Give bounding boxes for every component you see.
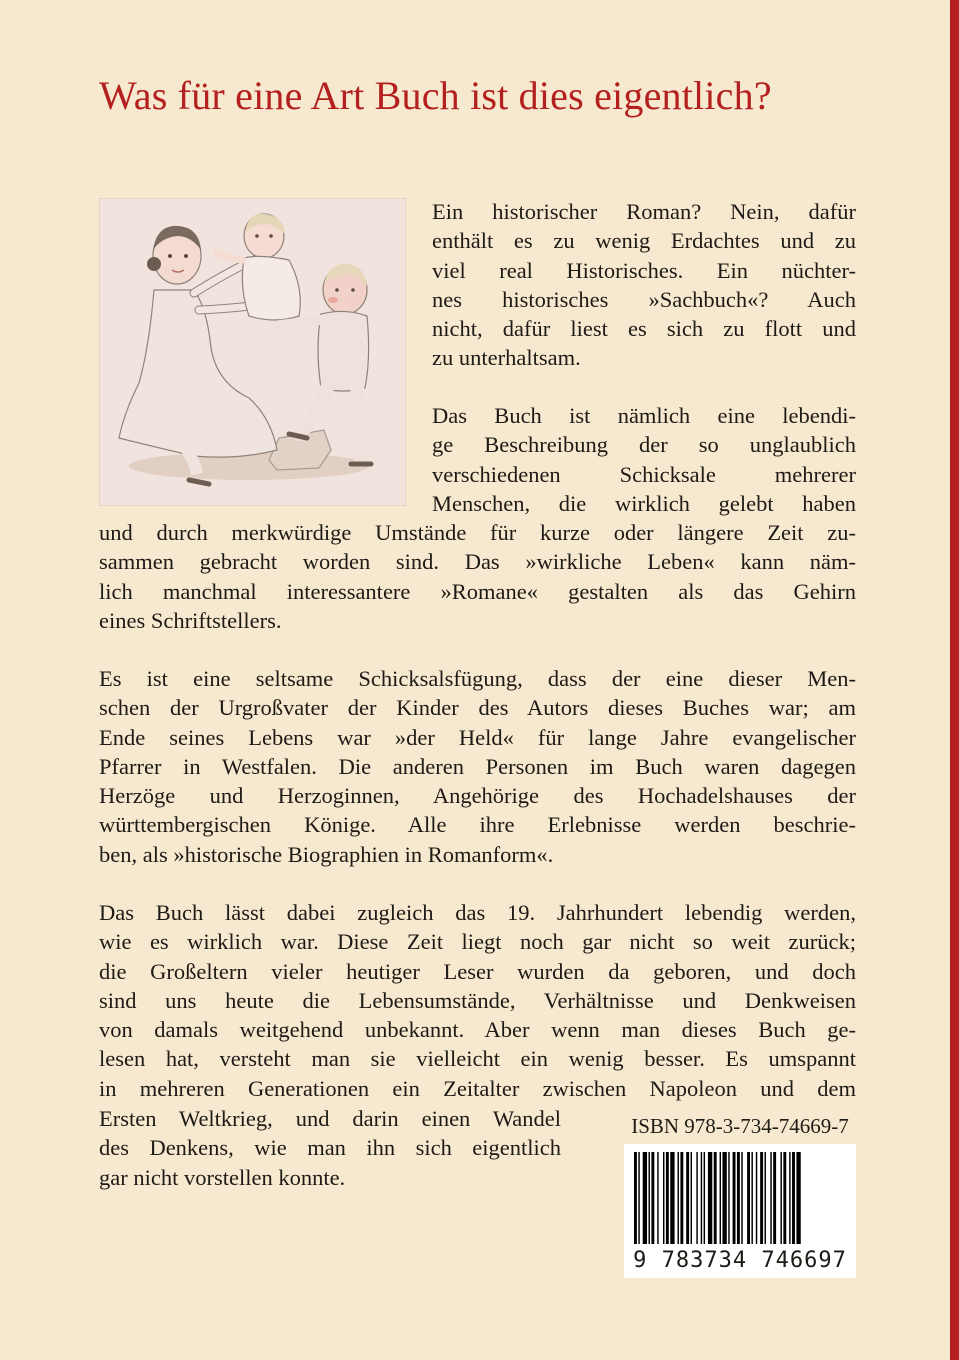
barcode-bar xyxy=(796,1152,800,1244)
text-line: Ein historischer Roman? Nein, dafür xyxy=(432,199,856,224)
barcode-bar xyxy=(780,1152,781,1244)
barcode-bar xyxy=(737,1152,740,1244)
spine-accent-bar xyxy=(950,0,959,1360)
text-line: eines Schriftstellers. xyxy=(99,607,282,633)
barcode-bar xyxy=(678,1152,679,1244)
text-line: gar nicht vorstellen konnte. xyxy=(99,1164,346,1190)
barcode-bar xyxy=(751,1152,752,1244)
text-line: Herzöge und Herzoginnen, Angehörige des Hochadelshauses der xyxy=(99,783,856,809)
barcode-bar xyxy=(789,1152,790,1244)
text-line: Das Buch lässt dabei zugleich das 19. Jahrhundert lebendig werden, xyxy=(99,900,856,925)
text-line: lich manchmal interessantere »Romane« gestalten als das Gehirn xyxy=(99,578,856,604)
barcode-bar xyxy=(701,1152,702,1244)
text-line: ben, als »historische Biographien in Romanform«. xyxy=(99,841,554,867)
paragraph-1 xyxy=(432,197,856,373)
paragraph-4-left xyxy=(99,1104,561,1192)
text-line: Das Buch ist nämlich eine lebendi- xyxy=(432,403,856,428)
text-line: Es ist eine seltsame Schicksalsfügung, dass der eine dieser Men- xyxy=(99,666,856,691)
barcode-icon xyxy=(624,1144,856,1278)
text-line: sind uns heute die Lebensumstände, Verhältnisse und Denkweisen xyxy=(99,987,856,1013)
barcode-bar xyxy=(720,1152,721,1244)
text-line: des Denkens, wie man ihn sich eigentlich xyxy=(99,1135,561,1161)
text-line: nicht, dafür liest es sich zu flott und xyxy=(432,316,856,342)
barcode-bar xyxy=(722,1152,726,1244)
text-line: Menschen, die wirklich gelebt haben xyxy=(432,490,856,516)
barcode-bars xyxy=(624,1144,856,1254)
barcode-bar xyxy=(733,1152,736,1244)
children-drawing-icon xyxy=(99,198,406,506)
barcode-bar xyxy=(708,1152,712,1244)
text-line: nes historisches »Sachbuch«? Auch xyxy=(432,286,856,312)
barcode-bar xyxy=(765,1152,766,1244)
barcode-bar xyxy=(792,1152,795,1244)
barcode-bar xyxy=(770,1152,771,1244)
barcode-bar xyxy=(747,1152,750,1244)
text-line: Ersten Weltkrieg, und darin einen Wandel xyxy=(99,1106,561,1131)
barcode-bar xyxy=(680,1152,683,1244)
page-title: Was für eine Art Buch ist dies eigentlich? xyxy=(99,73,772,118)
text-line: viel real Historisches. Ein nüchter- xyxy=(432,257,856,283)
paragraph-4 xyxy=(99,898,856,1103)
text-line: und durch merkwürdige Umstände für kurze oder längere Zeit zu- xyxy=(99,520,856,545)
barcode-bar xyxy=(686,1152,689,1244)
barcode-bar xyxy=(649,1152,650,1244)
text-line: württembergischen Könige. Alle ihre Erlebnisse werden beschrie- xyxy=(99,812,856,838)
barcode-bar xyxy=(741,1152,742,1244)
paragraph-2-right xyxy=(432,401,856,518)
barcode-bar xyxy=(657,1152,658,1244)
barcode-bar xyxy=(670,1152,674,1244)
barcode-bar xyxy=(773,1152,776,1244)
barcode-bar xyxy=(651,1152,654,1244)
barcode-bar xyxy=(666,1152,669,1244)
text-line: die Großeltern vieler heutiger Leser wurden da geboren, und doch xyxy=(99,958,856,984)
text-line: lesen hat, versteht man sie vielleicht ein wenig besser. Es umspannt xyxy=(99,1046,856,1072)
text-line: Ende seines Lebens war »der Held« für lange Jahre evangelischer xyxy=(99,724,856,750)
barcode-digits: 9 783734 746697 xyxy=(633,1248,847,1273)
text-line: verschiedenen Schicksale mehrerer xyxy=(432,461,856,487)
barcode-bar xyxy=(696,1152,697,1244)
text-line: schen der Urgroßvater der Kinder des Autors dieses Buches war; am xyxy=(99,695,856,721)
text-line: in mehreren Generationen ein Zeitalter zwischen Napoleon und dem xyxy=(99,1075,856,1101)
barcode-bar xyxy=(783,1152,786,1244)
text-line: Pfarrer in Westfalen. Die anderen Personen im Buch waren dagegen xyxy=(99,753,856,779)
barcode-bar xyxy=(760,1152,763,1244)
text-line: zu unterhaltsam. xyxy=(432,345,581,371)
barcode-bar xyxy=(756,1152,757,1244)
barcode-bar xyxy=(638,1152,639,1244)
barcode-bar xyxy=(728,1152,729,1244)
barcode-bar xyxy=(704,1152,705,1244)
paragraph-3 xyxy=(99,664,856,869)
text-line: sammen gebracht worden sind. Das »wirkliche Leben« kann näm- xyxy=(99,549,856,575)
text-line: enthält es zu wenig Erdachtes und zu xyxy=(432,228,856,254)
text-line: von damals weitgehend unbekannt. Aber wenn man dieses Buch ge- xyxy=(99,1017,856,1043)
text-line: ge Beschreibung der so unglaublich xyxy=(432,432,856,458)
barcode-bar xyxy=(643,1152,647,1244)
paragraph-2-full xyxy=(99,518,856,635)
barcode-bar xyxy=(634,1152,637,1244)
isbn-label: ISBN 978-3-734-74669-7 xyxy=(631,1114,849,1138)
barcode-bar xyxy=(691,1152,692,1244)
barcode-bar xyxy=(663,1152,664,1244)
text-line: wie es wirklich war. Diese Zeit liegt noch gar nicht so weit zurück; xyxy=(99,929,856,955)
barcode-bar xyxy=(714,1152,717,1244)
